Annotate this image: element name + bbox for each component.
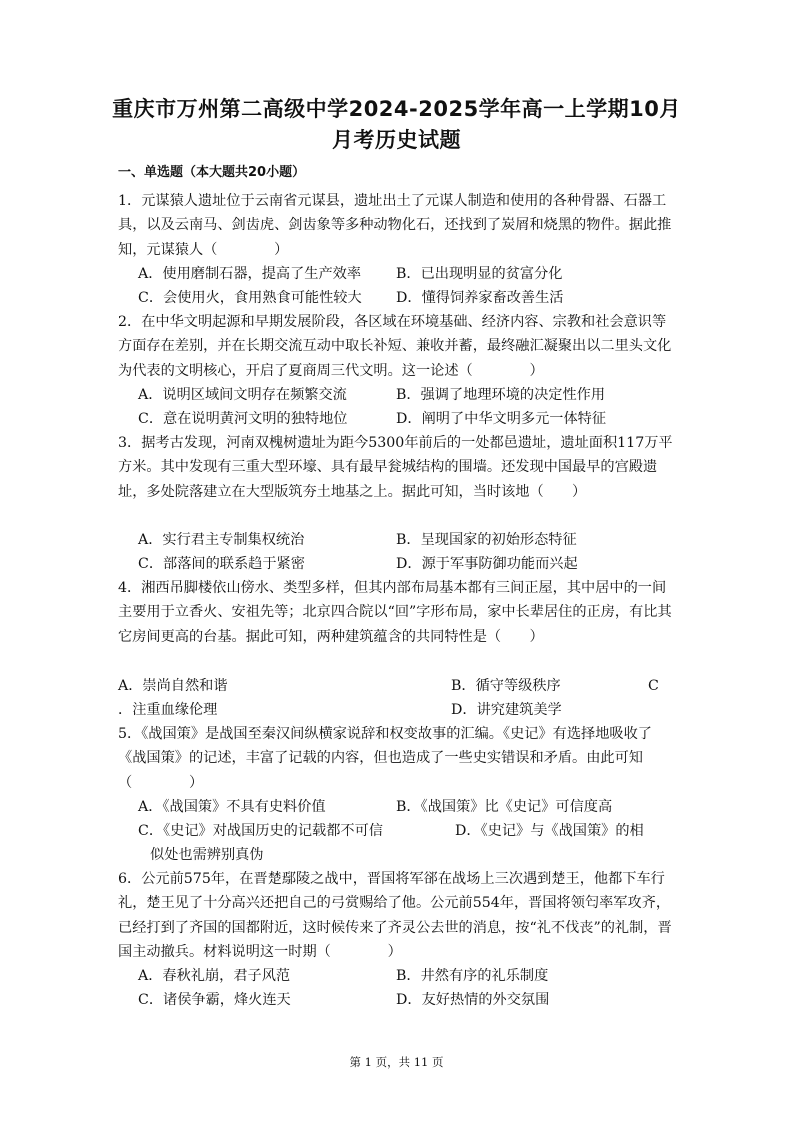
q2-option-c: C．意在说明黄河文明的独特地位 (138, 411, 348, 427)
q3-option-b: B．呈现国家的初始形态特征 (396, 532, 577, 548)
q4-option-c-text: ．注重血缘伦理 (118, 702, 218, 718)
question-5-stem: 5．《战国策》是战国至秦汉间纵横家说辞和权变故事的汇编。《史记》有选择地吸收了《战国策》的记述，丰富了记载的内容，但也造成了一些史实错误和矛盾。由此可知（ ） (118, 726, 652, 791)
exam-title-line2: 月考历史试题 (332, 128, 461, 152)
section-heading: 一、单选题（本大题共20小题） (118, 165, 306, 180)
q3-option-d: D．源于军事防御功能而兴起 (396, 556, 578, 572)
q4-option-d: D．讲究建筑美学 (451, 702, 562, 718)
q4-option-b: B．循守等级秩序 (451, 678, 561, 694)
exam-title-line1: 重庆市万州第二高级中学2024-2025学年高一上学期10月 (112, 97, 681, 121)
q3-option-c: C．部落间的联系趋于紧密 (138, 556, 305, 572)
q5-option-b: B．《战国策》比《史记》可信度高 (396, 799, 613, 815)
question-2-stem: 2．在中华文明起源和早期发展阶段，各区域在环境基础、经济内容、宗教和社会意识等方面存在差别，并在长期交流互动中取长补短、兼收并蓄，最终融汇凝聚出以二里头文化为代表的文明核心，开启了夏商周三代文明。这一论述（ ） (118, 314, 672, 379)
q6-option-c: C．诸侯争霸，烽火连天 (138, 992, 291, 1008)
question-3-stem: 3．据考古发现，河南双槐树遗址为距今5300年前后的一处都邑遗址，遗址面积117万平方米。其中发现有三重大型环壕、具有最早瓮城结构的围墙。还发现中国最早的宫殿遗址，多处院落建立在大型版筑夯土地基之上。据此可知，当时该地（ ） (118, 435, 673, 500)
q6-option-d: D．友好热情的外交氛围 (396, 992, 550, 1008)
q3-option-a: A．实行君主专制集权统治 (138, 532, 305, 548)
question-4-stem: 4．湘西吊脚楼依山傍水、类型多样，但其内部布局基本都有三间正屋，其中居中的一间主要用于立香火、安祖先等；北京四合院以“回”字形布局，家中长辈居住的正房，有比其它房间更高的台基。据此可知，两种建筑蕴含的共同特性是（ ） (118, 580, 672, 645)
q2-option-b: B．强调了地理环境的决定性作用 (396, 387, 606, 403)
q1-option-b: B．已出现明显的贫富分化 (396, 266, 563, 282)
q1-option-a: A．使用磨制石器，提高了生产效率 (138, 266, 362, 282)
question-6-stem: 6．公元前575年，在晋楚鄢陵之战中，晋国将军郤在战场上三次遇到楚王，他都下车行礼，楚王见了十分高兴还把自己的弓赏赐给了他。公元前554年，晋国将领匄率军攻齐，已经打到了齐国的国都附近，这时候传来了齐灵公去世的消息，按“礼不伐丧”的礼制，晋国主动撤兵。材料说明这一时期（ ） (118, 871, 672, 961)
q4-option-a: A．崇尚自然和谐 (118, 678, 228, 694)
q5-option-c: C．《史记》对战国历史的记载都不可信 (138, 823, 383, 839)
q6-option-a: A．春秋礼崩，君子风范 (138, 968, 291, 984)
page-footer: 第 1 页，共 11 页 (349, 1055, 444, 1069)
question-1-stem: 1．元谋猿人遗址位于云南省元谋县，遗址出土了元谋人制造和使用的各种骨器、石器工具，以及云南马、剑齿虎、剑齿象等多种动物化石，还找到了炭屑和烧黑的物件。据此推知，元谋猿人（ ） (118, 193, 672, 258)
q1-option-d: D．懂得饲养家畜改善生活 (396, 290, 564, 306)
q5-option-d-cont: 似处也需辨别真伪 (150, 847, 264, 863)
q4-option-c-label: C (648, 678, 659, 694)
q1-option-c: C．会使用火，食用熟食可能性较大 (138, 290, 362, 306)
q5-option-a: A．《战国策》不具有史料价值 (138, 799, 326, 815)
q5-option-d: D．《史记》与《战国策》的相 (455, 823, 644, 839)
q2-option-a: A．说明区域间文明存在频繁交流 (138, 387, 347, 403)
q6-option-b: B．井然有序的礼乐制度 (396, 968, 549, 984)
q2-option-d: D．阐明了中华文明多元一体特征 (396, 411, 607, 427)
